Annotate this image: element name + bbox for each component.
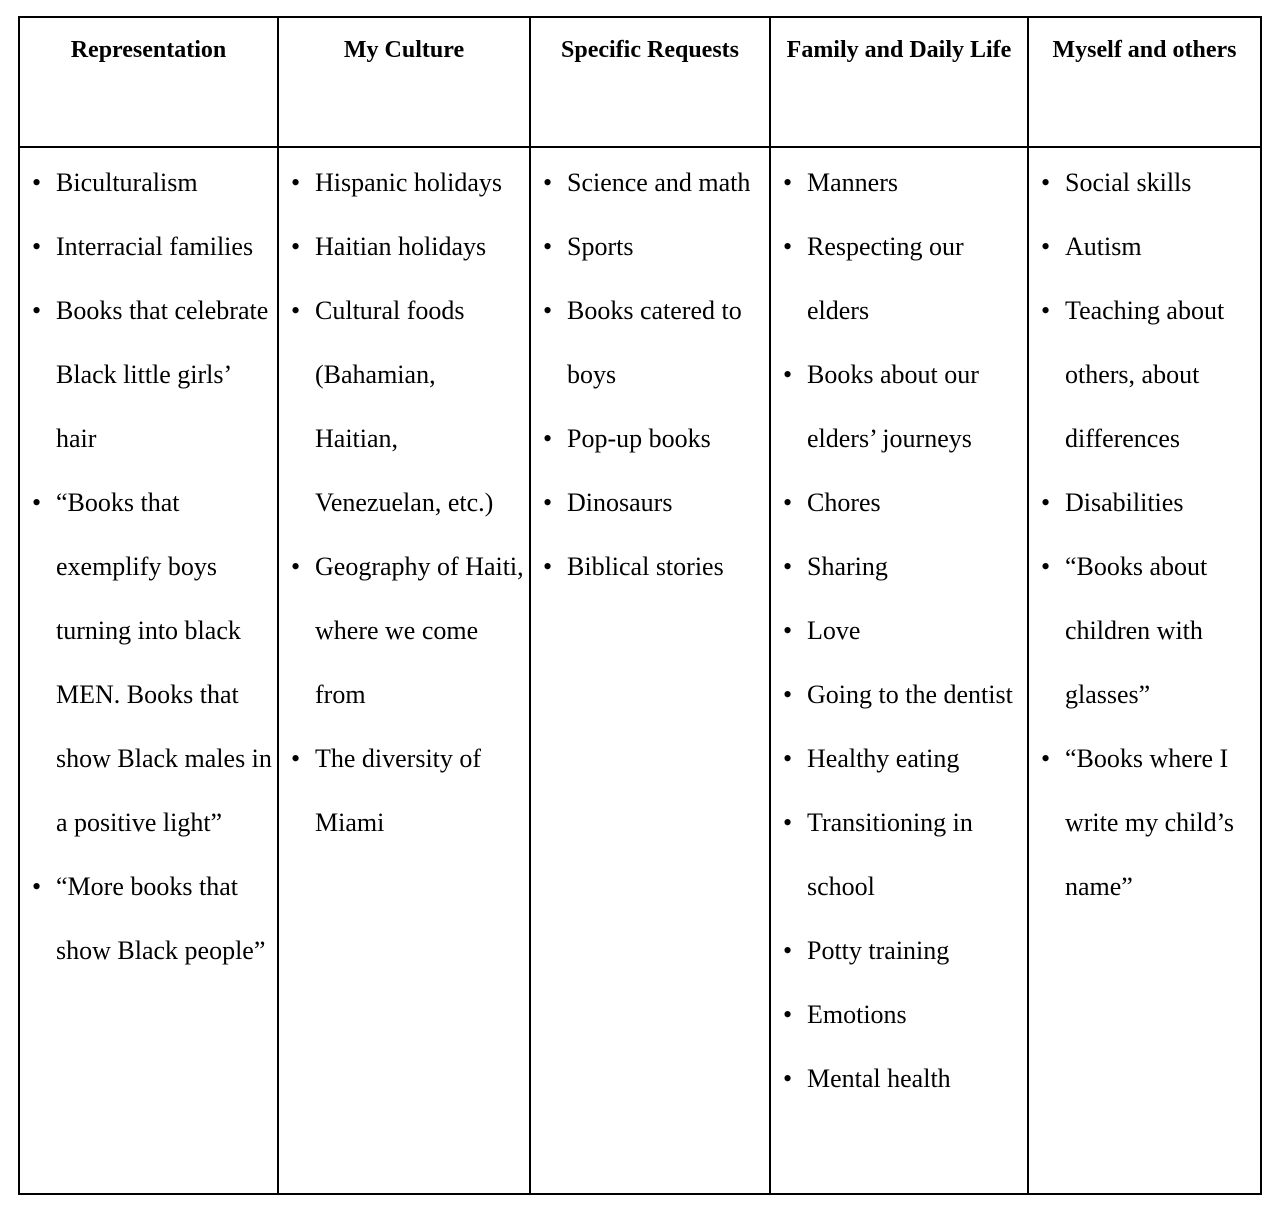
list-item: • “Books where I write my child’s name”: [1039, 727, 1256, 919]
list-item: • Books about our elders’ journeys: [781, 343, 1023, 471]
family-and-daily-life-list: [781, 151, 1023, 1111]
cell-my-culture: [278, 147, 530, 1194]
content-row: [19, 147, 1261, 1194]
list-item: • Books that celebrate Black little girls’ hair: [30, 279, 273, 471]
cell-myself-and-others: [1028, 147, 1261, 1194]
cell-representation: [19, 147, 278, 1194]
list-item: • Haitian holidays: [289, 215, 525, 279]
header-myself-and-others: Myself and others: [1028, 17, 1261, 147]
list-item: • Autism: [1039, 215, 1256, 279]
list-item: • Interracial families: [30, 215, 273, 279]
cell-family-and-daily-life: [770, 147, 1028, 1194]
cell-specific-requests: [530, 147, 770, 1194]
list-item: • Teaching about others, about differences: [1039, 279, 1256, 471]
list-item: • Respecting our elders: [781, 215, 1023, 343]
myself-and-others-list: [1039, 151, 1256, 919]
header-specific-requests: Specific Requests: [530, 17, 770, 147]
list-item: • Geography of Haiti, where we come from: [289, 535, 525, 727]
list-item: • Sports: [541, 215, 765, 279]
header-my-culture: My Culture: [278, 17, 530, 147]
list-item: • Biculturalism: [30, 151, 273, 215]
list-item: • Potty training: [781, 919, 1023, 983]
list-item: • Manners: [781, 151, 1023, 215]
my-culture-list: [289, 151, 525, 855]
list-item: • Social skills: [1039, 151, 1256, 215]
list-item: • Healthy eating: [781, 727, 1023, 791]
list-item: • The diversity of Miami: [289, 727, 525, 855]
list-item: • Going to the dentist: [781, 663, 1023, 727]
list-item: • Hispanic holidays: [289, 151, 525, 215]
list-item: • Mental health: [781, 1047, 1023, 1111]
representation-list: [30, 151, 273, 983]
list-item: • Disabilities: [1039, 471, 1256, 535]
list-item: • Emotions: [781, 983, 1023, 1047]
list-item: • “Books about children with glasses”: [1039, 535, 1256, 727]
list-item: • Chores: [781, 471, 1023, 535]
list-item: • Transitioning in school: [781, 791, 1023, 919]
list-item: • Cultural foods (Bahamian, Haitian, Venezuelan, etc.): [289, 279, 525, 535]
list-item: • Pop-up books: [541, 407, 765, 471]
list-item: • “More books that show Black people”: [30, 855, 273, 983]
header-family-and-daily-life: Family and Daily Life: [770, 17, 1028, 147]
list-item: • Science and math: [541, 151, 765, 215]
specific-requests-list: [541, 151, 765, 599]
list-item: • “Books that exemplify boys turning into black MEN. Books that show Black males in a positive light”: [30, 471, 273, 855]
list-item: • Sharing: [781, 535, 1023, 599]
header-representation: Representation: [19, 17, 278, 147]
list-item: • Love: [781, 599, 1023, 663]
book-topics-table: [18, 16, 1262, 1195]
list-item: • Biblical stories: [541, 535, 765, 599]
header-row: [19, 17, 1261, 147]
list-item: • Books catered to boys: [541, 279, 765, 407]
list-item: • Dinosaurs: [541, 471, 765, 535]
